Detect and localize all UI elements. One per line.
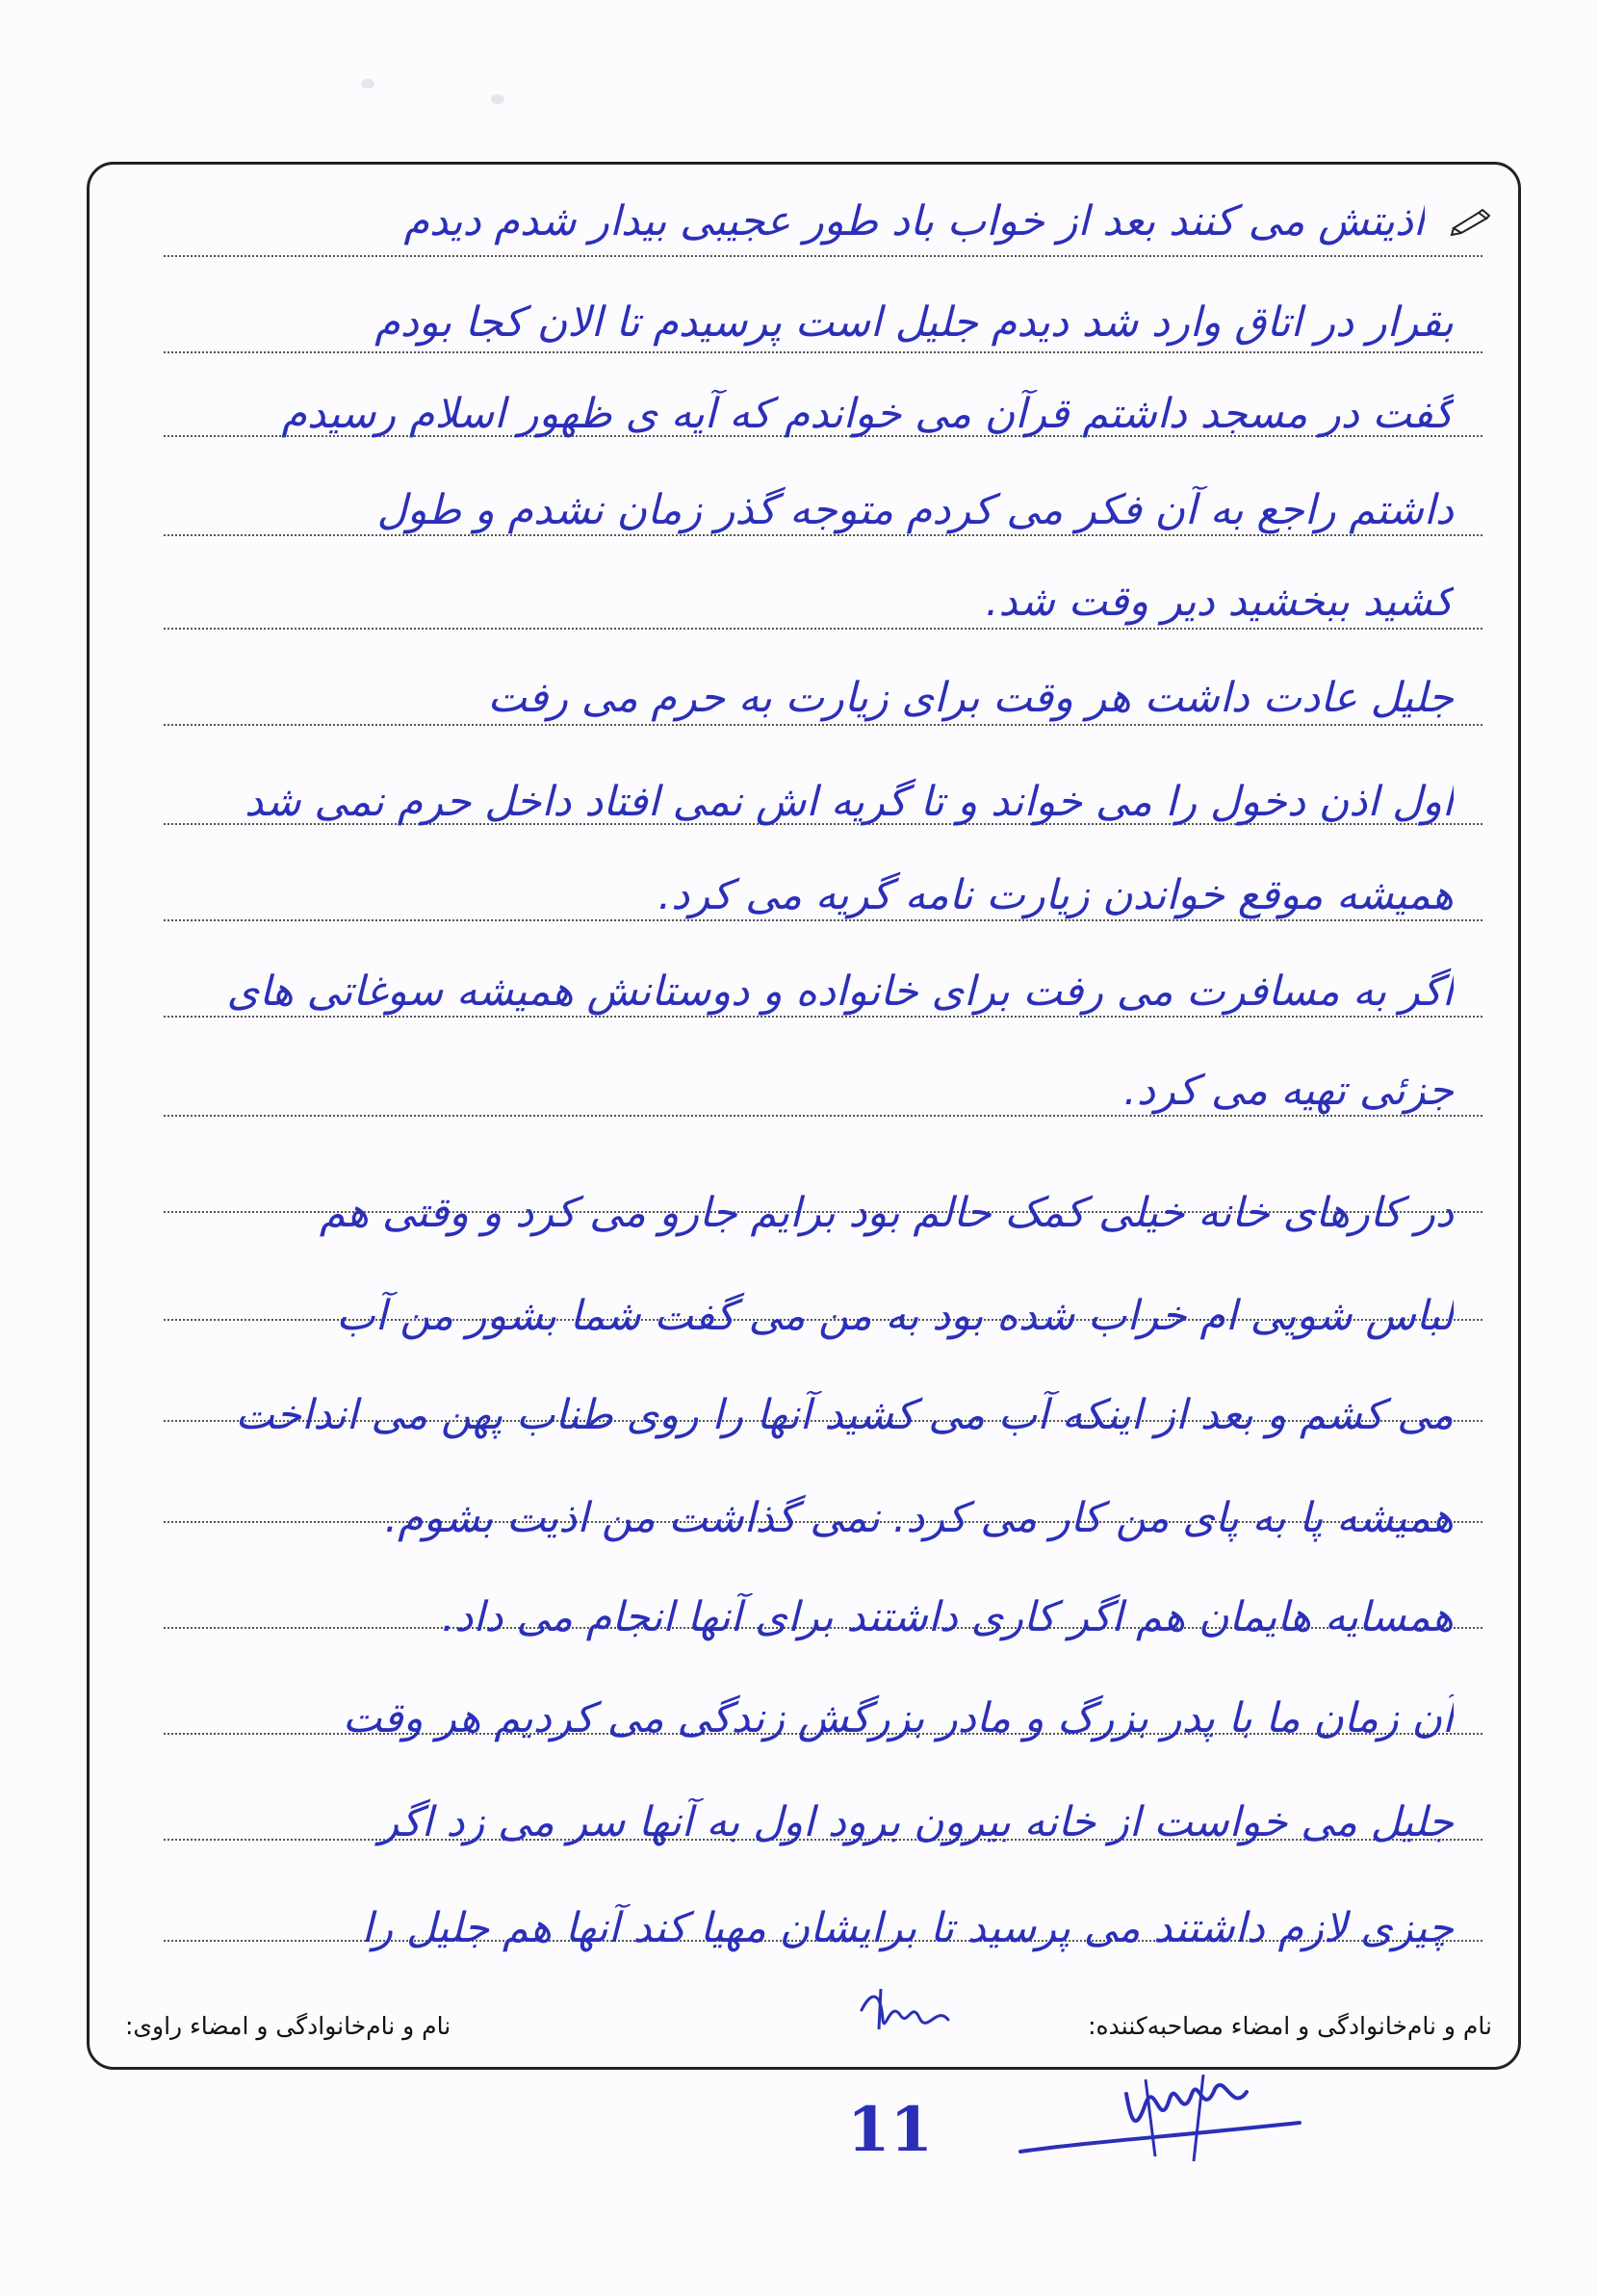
ruled-line [164, 534, 1482, 536]
handwritten-line: همیشه موقع خواندن زیارت نامه گریه می کرد. [657, 871, 1454, 919]
ruled-line [164, 628, 1482, 630]
handwritten-line: در کارهای خانه خیلی کمک حالم بود برایم جارو می کرد و وقتی هم [319, 1189, 1454, 1237]
handwritten-line: جلیل عادت داشت هر وقت برای زیارت به حرم می رفت [487, 674, 1454, 722]
handwritten-line: چیزی لازم داشتند می پرسید تا برایشان مهیا کند آنها هم جلیل را [361, 1904, 1454, 1952]
signature-footer [125, 2002, 1492, 2051]
handwritten-line: همیشه پا به پای من کار می کرد. نمی گذاشت من اذیت بشوم. [384, 1494, 1454, 1542]
punch-mark [491, 94, 504, 104]
ruled-line [164, 1016, 1482, 1018]
ruled-line [164, 724, 1482, 726]
ruled-line [164, 351, 1482, 353]
interviewer-signature-label: نام و نام‌خانوادگی و امضاء مصاحبه‌کننده: [1088, 2012, 1492, 2040]
handwritten-line: داشتم راجع به آن فکر می کردم متوجه گذر زمان نشدم و طول [376, 486, 1454, 534]
handwritten-line: جزئی تهیه می کرد. [1123, 1067, 1454, 1115]
handwritten-line: اگر به مسافرت می رفت برای خانواده و دوستانش همیشه سوغاتی های [226, 967, 1454, 1016]
pen-icon [1450, 207, 1492, 236]
handwritten-line: آن زمان ما با پدر بزرگ و مادر بزرگش زندگی می کردیم هر وقت [342, 1694, 1454, 1742]
handwritten-line: همسایه هایمان هم اگر کاری داشتند برای آنها انجام می داد. [441, 1593, 1454, 1641]
narrator-signature-label: نام و نام‌خانوادگی و امضاء راوی: [125, 2012, 451, 2040]
ruled-line [164, 919, 1482, 921]
page-number: 11 [847, 2094, 934, 2166]
signature [1011, 2065, 1319, 2180]
handwritten-line: کشید ببخشید دیر وقت شد. [985, 578, 1454, 626]
handwritten-line: می کشم و بعد از اینکه آب می کشید آنها را روی طناب پهن می انداخت [235, 1391, 1454, 1439]
handwritten-line: اذیتش می کنند بعد از خواب باد طور عجیبی بیدار شدم دیدم [403, 197, 1425, 245]
ruled-line [164, 1115, 1482, 1117]
handwritten-line: اول اذن دخول را می خواند و تا گریه اش نمی افتاد داخل حرم نمی شد [244, 778, 1454, 826]
handwritten-line: جلیل می خواست از خانه بیرون برود اول به آنها سر می زد اگر [378, 1798, 1454, 1846]
handwritten-line: لباس شویی ام خراب شده بود به من می گفت شما بشور من آب [336, 1292, 1454, 1340]
handwritten-line: بقرار در اتاق وارد شد دیدم جلیل است پرسیدم تا الان کجا بودم [374, 298, 1454, 347]
handwritten-line: گفت در مسجد داشتم قرآن می خواندم که آیه ی ظهور اسلام رسیدم [281, 390, 1454, 438]
interviewer-signature [852, 1981, 958, 2049]
ruled-line [164, 255, 1482, 257]
punch-mark [361, 79, 374, 89]
